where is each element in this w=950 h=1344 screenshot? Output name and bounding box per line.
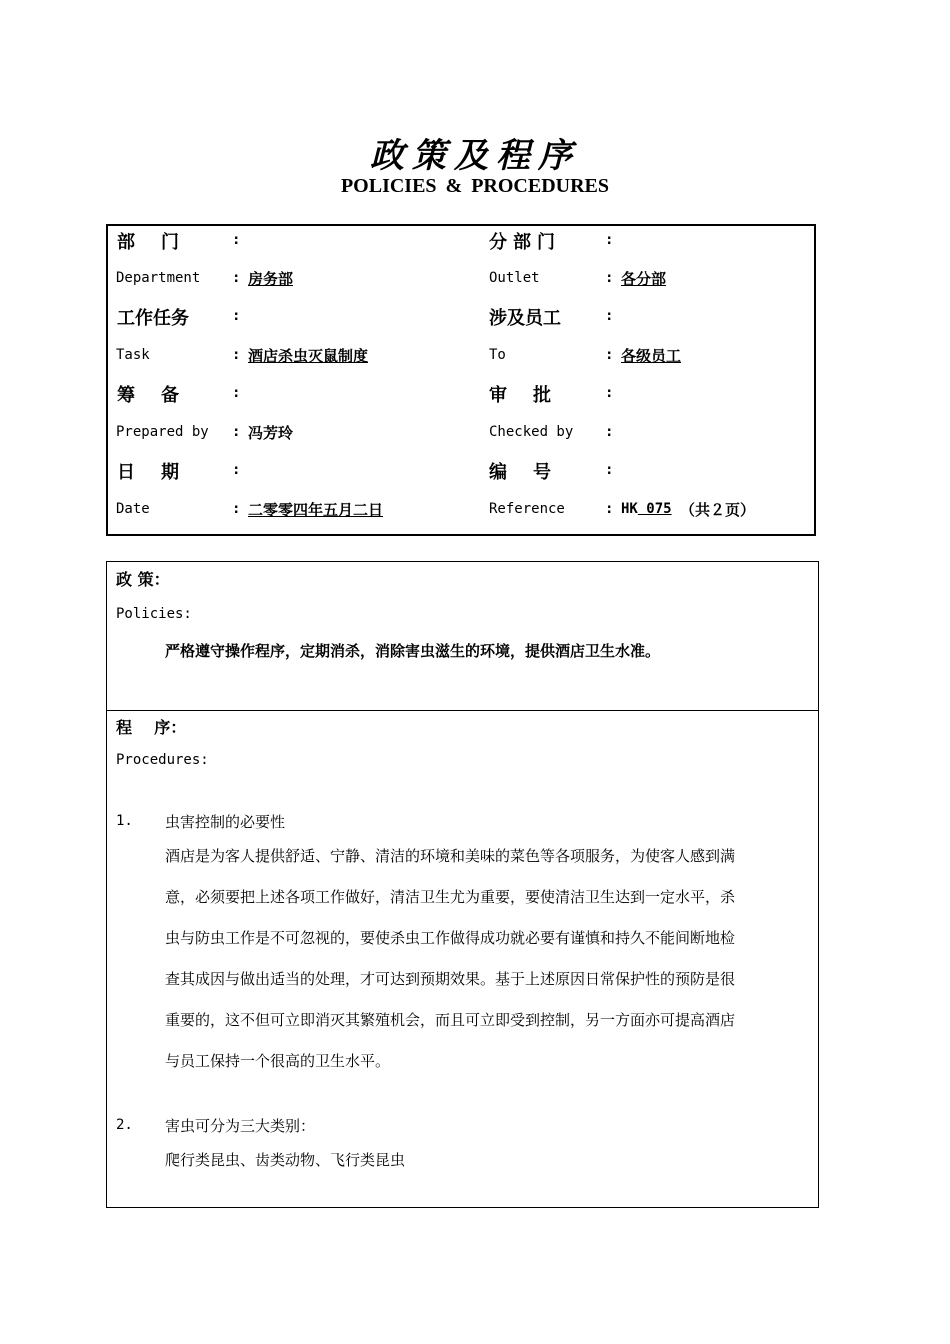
item-title: 害虫可分为三大类别： <box>165 1117 316 1135</box>
reference-value <box>621 501 672 517</box>
item-title: 虫害控制的必要性 <box>165 813 286 831</box>
colon: : <box>605 385 614 401</box>
paragraph-line: 与员工保持一个很高的卫生水平。 <box>165 1052 391 1070</box>
outlet-label-cn: 分部门 <box>489 232 561 253</box>
date-label-en: Date <box>116 501 150 517</box>
paragraph-line: 意，必须要把上述各项工作做好，清洁卫生尤为重要，要使清洁卫生达到一定水平，杀 <box>165 888 736 906</box>
policy-procedure-box <box>106 561 819 1208</box>
header-info-box <box>106 224 816 536</box>
date-label-cn: 日期 <box>117 462 205 483</box>
outlet-label-en: Outlet <box>489 270 540 286</box>
page-title-en: POLICIES & PROCEDURES <box>340 175 610 197</box>
paragraph-line: 虫与防虫工作是不可忽视的，要使杀虫工作做得成功就必要有谨慎和持久不能间断地检 <box>165 929 736 947</box>
procedures-label-en: Procedures: <box>116 752 209 768</box>
colon: : <box>232 347 241 363</box>
colon: : <box>605 501 614 517</box>
colon: : <box>232 308 241 324</box>
policies-label-en: Policies: <box>116 606 192 622</box>
prepared-value: 冯芳玲 <box>248 424 294 442</box>
item-paragraph <box>165 1147 805 1188</box>
task-label-cn: 工作任务 <box>117 308 189 329</box>
checked-label-en: Checked by <box>489 424 574 440</box>
policies-label-cn: 政 策： <box>116 570 170 589</box>
department-value: 房务部 <box>248 270 294 288</box>
reference-pages: （共２页） <box>680 501 756 519</box>
colon: : <box>605 462 614 478</box>
colon: : <box>232 270 241 286</box>
to-label-cn: 涉及员工 <box>489 308 561 329</box>
item-number: 2. <box>116 1117 133 1133</box>
to-label-en: To <box>489 347 506 363</box>
colon: : <box>605 424 614 440</box>
prepared-label-cn: 筹备 <box>117 385 205 406</box>
date-value: 二零零四年五月二日 <box>248 501 384 519</box>
colon: : <box>605 232 614 248</box>
paragraph-line: 重要的，这不但可立即消灭其繁殖机会，而且可立即受到控制，另一方面亦可提高酒店 <box>165 1011 736 1029</box>
reference-label-cn: 编号 <box>489 462 577 483</box>
department-label-cn: 部门 <box>117 232 205 253</box>
colon: : <box>232 501 241 517</box>
colon: : <box>605 308 614 324</box>
paragraph-line: 酒店是为客人提供舒适、宁静、清洁的环境和美味的菜色等各项服务，为使客人感到满 <box>165 847 736 865</box>
colon: : <box>232 424 241 440</box>
procedures-label-cn: 程 序： <box>116 718 187 737</box>
reference-label-en: Reference <box>489 501 565 517</box>
policies-text: 严格遵守操作程序，定期消杀，消除害虫滋生的环境，提供酒店卫生水准。 <box>165 642 661 660</box>
colon: : <box>232 385 241 401</box>
task-value: 酒店杀虫灭鼠制度 <box>248 347 369 365</box>
to-value: 各级员工 <box>621 347 682 365</box>
item-paragraph <box>165 843 805 1089</box>
colon: : <box>232 232 241 248</box>
reference-prefix: HK <box>621 501 638 517</box>
outlet-value: 各分部 <box>621 270 667 288</box>
colon: : <box>605 347 614 363</box>
prepared-label-en: Prepared by <box>116 424 209 440</box>
paragraph-line: 查其成因与做出适当的处理，才可达到预期效果。基于上述原因日常保护性的预防是很 <box>165 970 736 988</box>
department-label-en: Department <box>116 270 201 286</box>
item-number: 1. <box>116 813 133 829</box>
checked-label-cn: 审批 <box>489 385 577 406</box>
colon: : <box>232 462 241 478</box>
reference-number: 075 <box>637 501 672 517</box>
colon: : <box>605 270 614 286</box>
paragraph-line: 爬行类昆虫、齿类动物、飞行类昆虫 <box>165 1151 406 1169</box>
page-title-cn: 政策及程序 <box>370 136 580 176</box>
task-label-en: Task <box>116 347 150 363</box>
section-divider <box>107 710 818 711</box>
